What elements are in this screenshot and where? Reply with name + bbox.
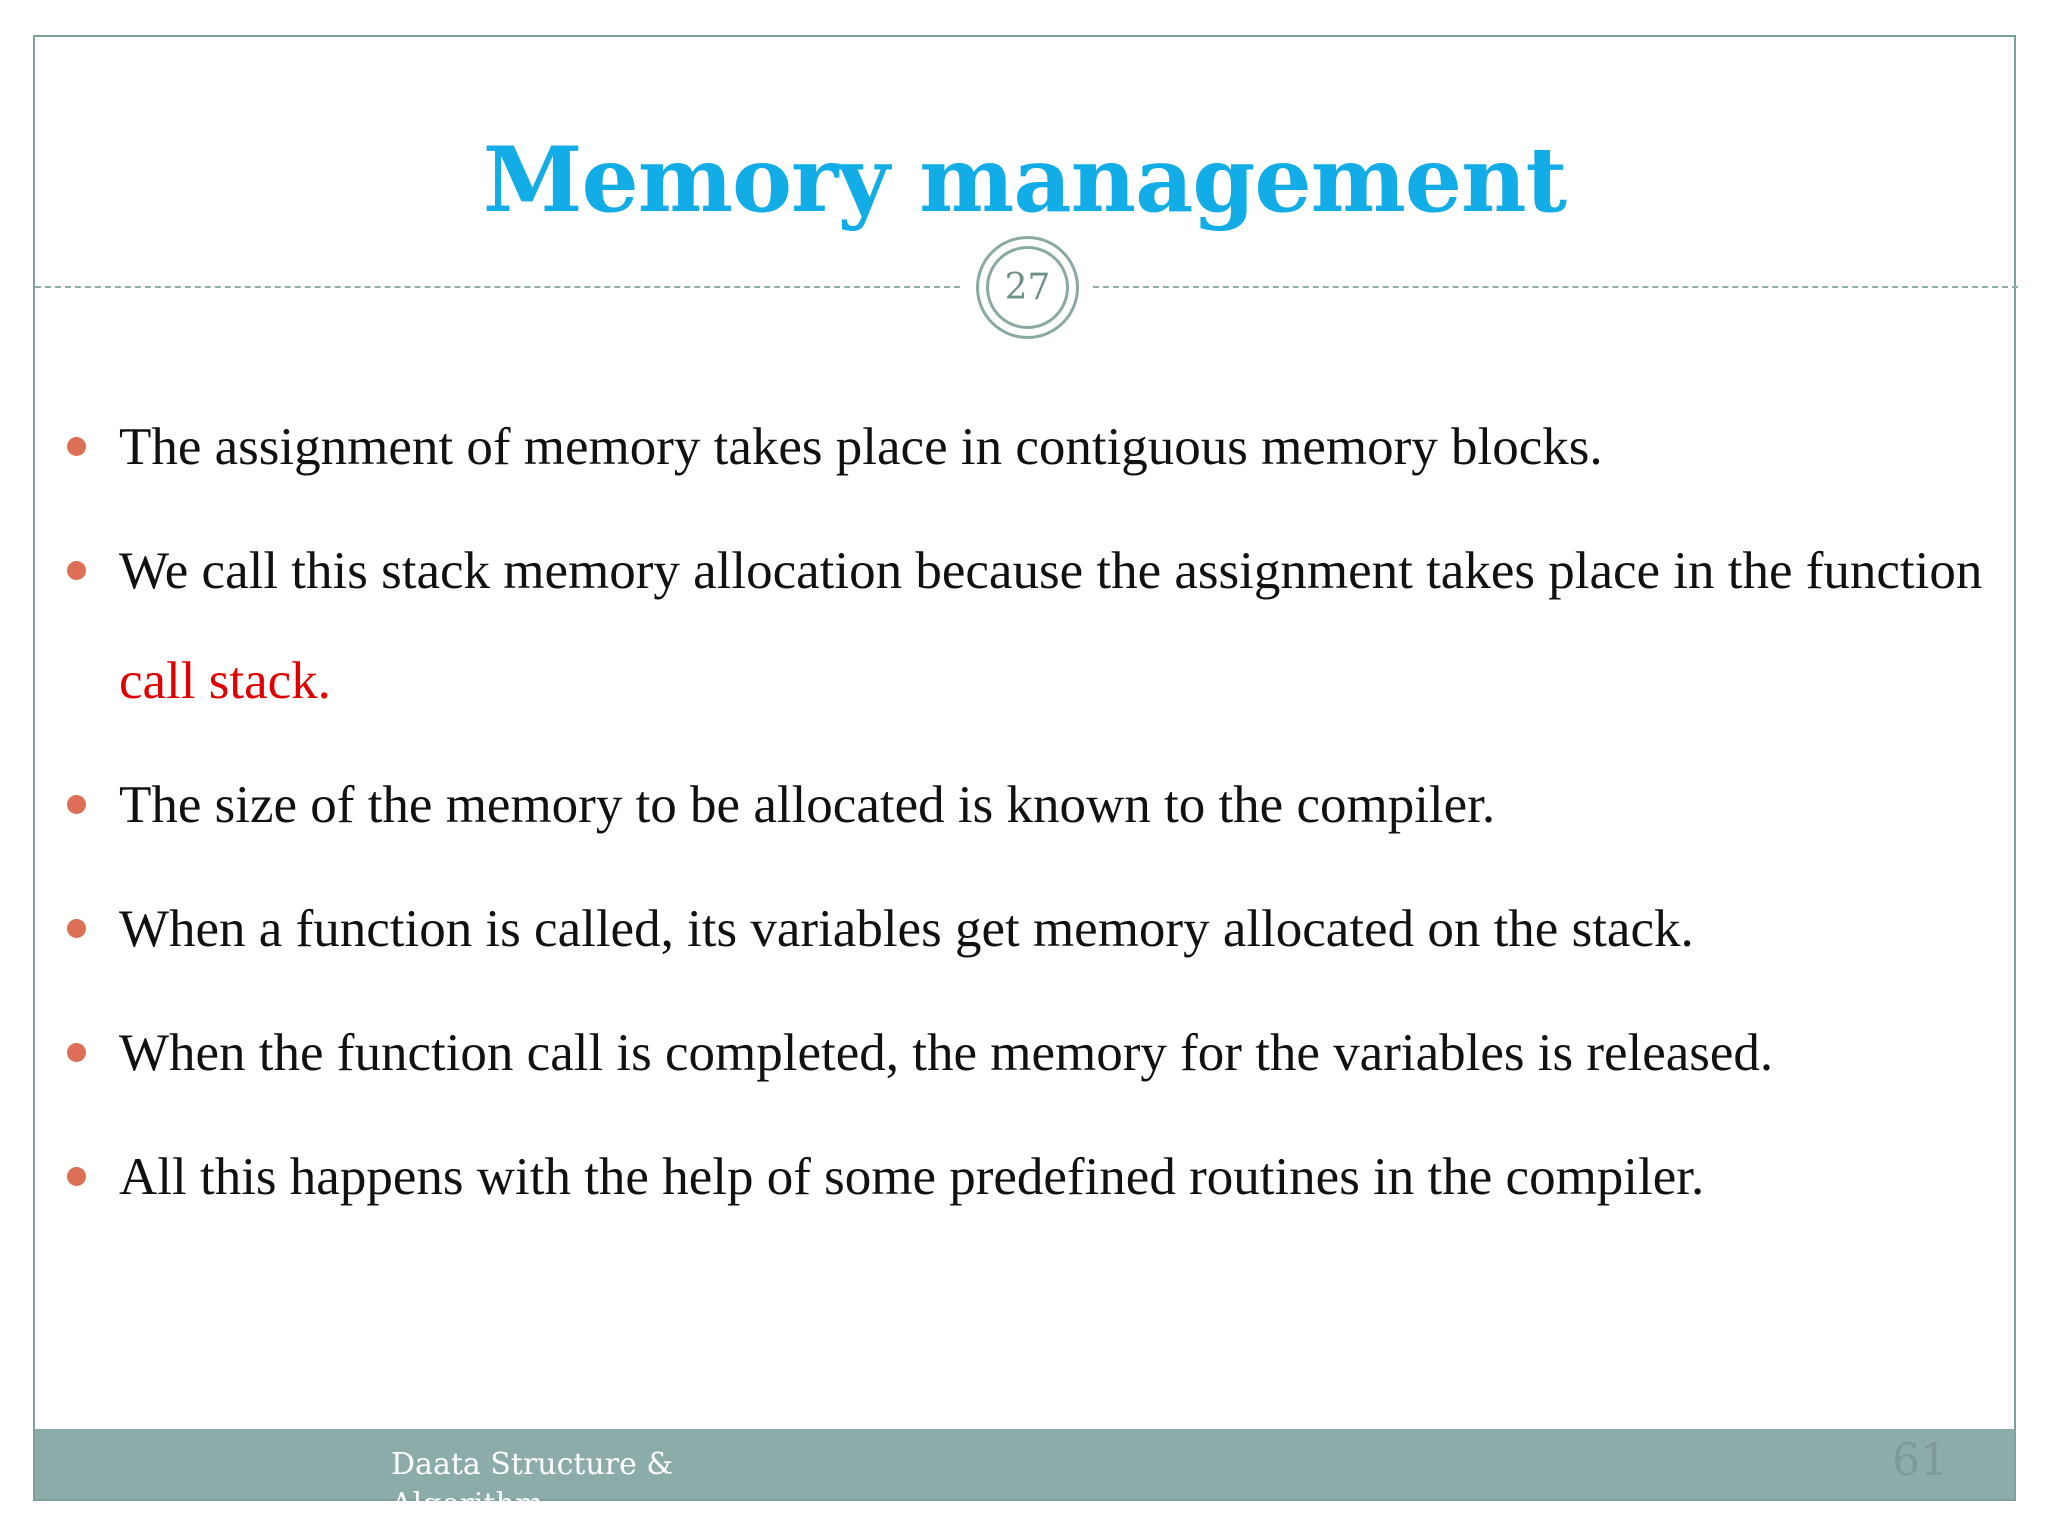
title-divider-right (1093, 286, 2018, 288)
bullet-dot-icon (67, 561, 86, 580)
bullet-item (35, 516, 2014, 736)
bullet-text: All this happens with the help of some predefined routines in the compiler. (119, 1148, 1705, 1206)
bullet-text: The assignment of memory takes place in contiguous memory blocks. (119, 418, 1603, 476)
bullet-item (35, 750, 2014, 860)
bullet-highlight-text: call stack. (119, 652, 331, 710)
slide (33, 35, 2016, 1522)
bullet-text: When the function call is completed, the memory for the variables is released. (119, 1024, 1774, 1082)
footer-bar (35, 1429, 2014, 1522)
bullet-item (35, 392, 2014, 502)
bullet-text: When a function is called, its variables get memory allocated on the stack. (119, 900, 1694, 958)
bullet-dot-icon (67, 919, 86, 938)
footer-page-number: 61 (1892, 1435, 1948, 1486)
bullet-dot-icon (67, 437, 86, 456)
bullet-dot-icon (67, 795, 86, 814)
bullet-item (35, 998, 2014, 1108)
bullet-dot-icon (67, 1043, 86, 1062)
title-divider-left (35, 286, 960, 288)
slide-number-badge (976, 236, 1079, 339)
footer-course-title: Daata Structure & Algorithm (391, 1447, 674, 1522)
bullet-text: We call this stack memory allocation because the assignment takes place in the function (119, 542, 1983, 600)
slide-title: Memory management (482, 127, 1567, 233)
slide-number-badge-label: 27 (986, 246, 1069, 329)
bullet-item (35, 1122, 2014, 1232)
bullet-list (35, 392, 2014, 1246)
bullet-dot-icon (67, 1167, 86, 1186)
bullet-text: The size of the memory to be allocated is known to the compiler. (119, 776, 1496, 834)
bullet-item (35, 874, 2014, 984)
